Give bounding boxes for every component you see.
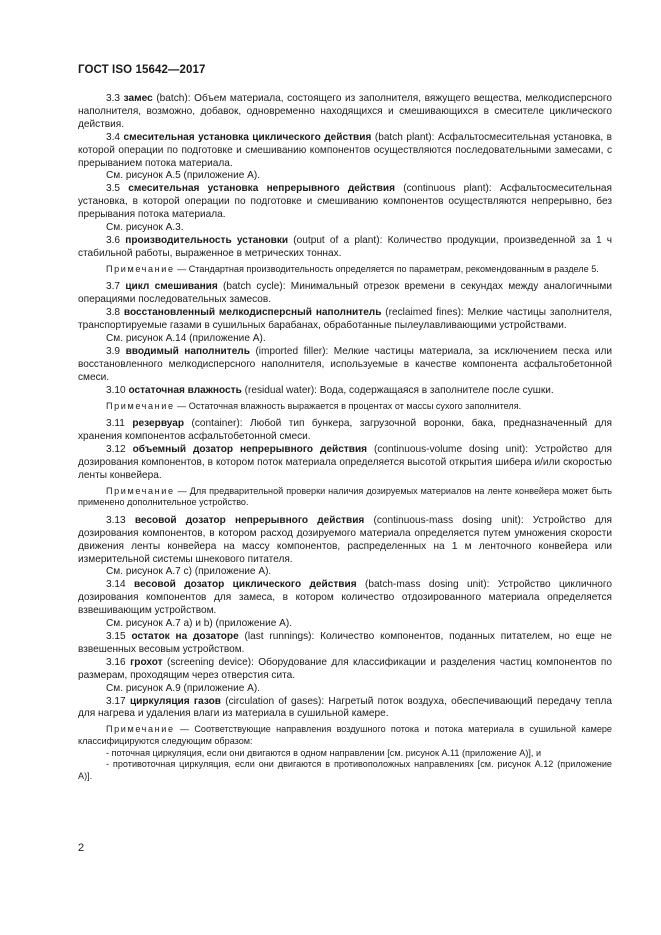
figure-reference: См. рисунок А.5 (приложение А).: [106, 170, 261, 182]
document-body: [78, 93, 612, 782]
note: Примечание — Остаточная влажность выражается в процентах от массы сухого заполнителя.: [106, 400, 522, 411]
standard-header: ГОСТ ISO 15642—2017: [78, 64, 206, 76]
term-3-3: 3.3 замес (batch): Объем материала, состоящего из заполнителя, вяжущего вещества, мелкодисперсного наполнителя, возможно, добавок, одновременно находящихся и смешивающихся в смесителе циклического действия.: [78, 93, 612, 130]
term-3-6: 3.6 производительность установки (output of a plant): Количество продукции, произведенной за 1 ч стабильной работы, выраженное в метрических тоннах.: [78, 234, 613, 259]
term-3-17: 3.17 циркуляция газов (circulation of gases): Нагретый поток воздуха, обеспечивающий передачу тепла для нагрева и удаления влаги из материала в сушильной камере.: [78, 695, 612, 720]
term-3-7: 3.7 цикл смешивания (batch cycle): Минимальный отрезок времени в секундах между аналогичными операциями последовательных замесов.: [78, 281, 612, 306]
term-3-8: 3.8 восстановленный мелкодисперсный наполнитель (reclaimed fines): Мелкие частицы заполнителя, транспортируемые газами в сушильных барабанах, обработанные пылеулавливающими устройствами.: [78, 307, 613, 332]
term-3-4: 3.4 смесительная установка циклического действия (batch plant): Асфальтосмесительная установка, в которой операции по подготовке и смешиванию компонентов осуществляются последовательными замесами, с прерыванием потока материала.: [78, 131, 612, 169]
note: Примечание — Для предварительной проверки наличия дозируемых материалов на ленте конвейера может быть применено дополнительное устройство.: [78, 485, 612, 508]
figure-reference: См. рисунок А.3.: [106, 222, 184, 234]
figure-reference: См. рисунок А.7 с) (приложение А).: [106, 566, 272, 578]
page-number: 2: [78, 842, 85, 854]
term-3-15: 3.15 остаток на дозаторе (last runnings): Количество компонентов, поданных питателем, но еще не взвешенных весовым устройством.: [78, 631, 612, 655]
figure-reference: См. рисунок А.9 (приложение А).: [106, 682, 261, 694]
figure-reference: См. рисунок А.14 (приложение А).: [106, 333, 266, 344]
term-3-12: 3.12 объемный дозатор непрерывного действия (continuous-volume dosing unit): Устройство для дозирования компонентов, в котором поток материала определяется высотой открытия шибера и/или скоростью ленты конвейера.: [78, 443, 612, 481]
figure-reference: См. рисунок А.7 а) и b) (приложение А).: [106, 618, 293, 630]
term-3-16: 3.16 грохот (screening device): Оборудование для классификации и разделения частиц компонентов по размерам, проходящим через отверстия сита.: [78, 656, 613, 681]
term-3-13: 3.13 весовой дозатор непрерывного действия (continuous-mass dosing unit): Устройство для дозирования компонентов, в котором расход дозируемого материала определяется путем умножения скорости движения ленты конвейера на массу компонентов, распределенных на 1 м ленточного конвейера или измерительной системы шнекового питателя.: [78, 514, 612, 565]
term-3-14: 3.14 весовой дозатор циклического действия (batch-mass dosing unit): Устройство цикличного дозирования компонентов для замеса, в котором количество отдозированного материала определяется взвешивающим устройством.: [78, 579, 612, 617]
term-3-9: 3.9 вводимый наполнитель (imported filler): Мелкие частицы материала, за исключением песка или восстановленного мелкодисперсного наполнителя, используемые в качестве компонента асфальтобетонной смеси.: [78, 345, 612, 383]
term-3-10: 3.10 остаточная влажность (residual water): Вода, содержащаяся в заполнителе после сушки.: [106, 384, 554, 396]
term-3-5: 3.5 смесительная установка непрерывного действия (continuous plant): Асфальтосмесительная установка, в которой операции по подготовке и смешиванию компонентов осуществляются непрерывно, без прерывания потока материала.: [78, 183, 612, 221]
note-list-item: - поточная циркуляция, если они двигаются в одном направлении [см. рисунок А.11 (приложение А)], и: [106, 747, 542, 758]
note-list-item: - противоточная циркуляция, если они двигаются в противоположных направлениях [см. рисунок А.12 (приложение А)].: [78, 759, 612, 781]
note: Примечание — Соответствующие направления воздушного потока и потока материала в сушильной камере классифицируются следующим образом:: [78, 724, 612, 746]
note: Примечание — Стандартная производительность определяется по параметрам, рекомендованным в разделе 5.: [106, 263, 599, 274]
term-3-11: 3.11 резервуар (container): Любой тип бункера, загрузочной воронки, бака, предназначенный для хранения компонентов асфальтобетонной смеси.: [78, 418, 612, 443]
